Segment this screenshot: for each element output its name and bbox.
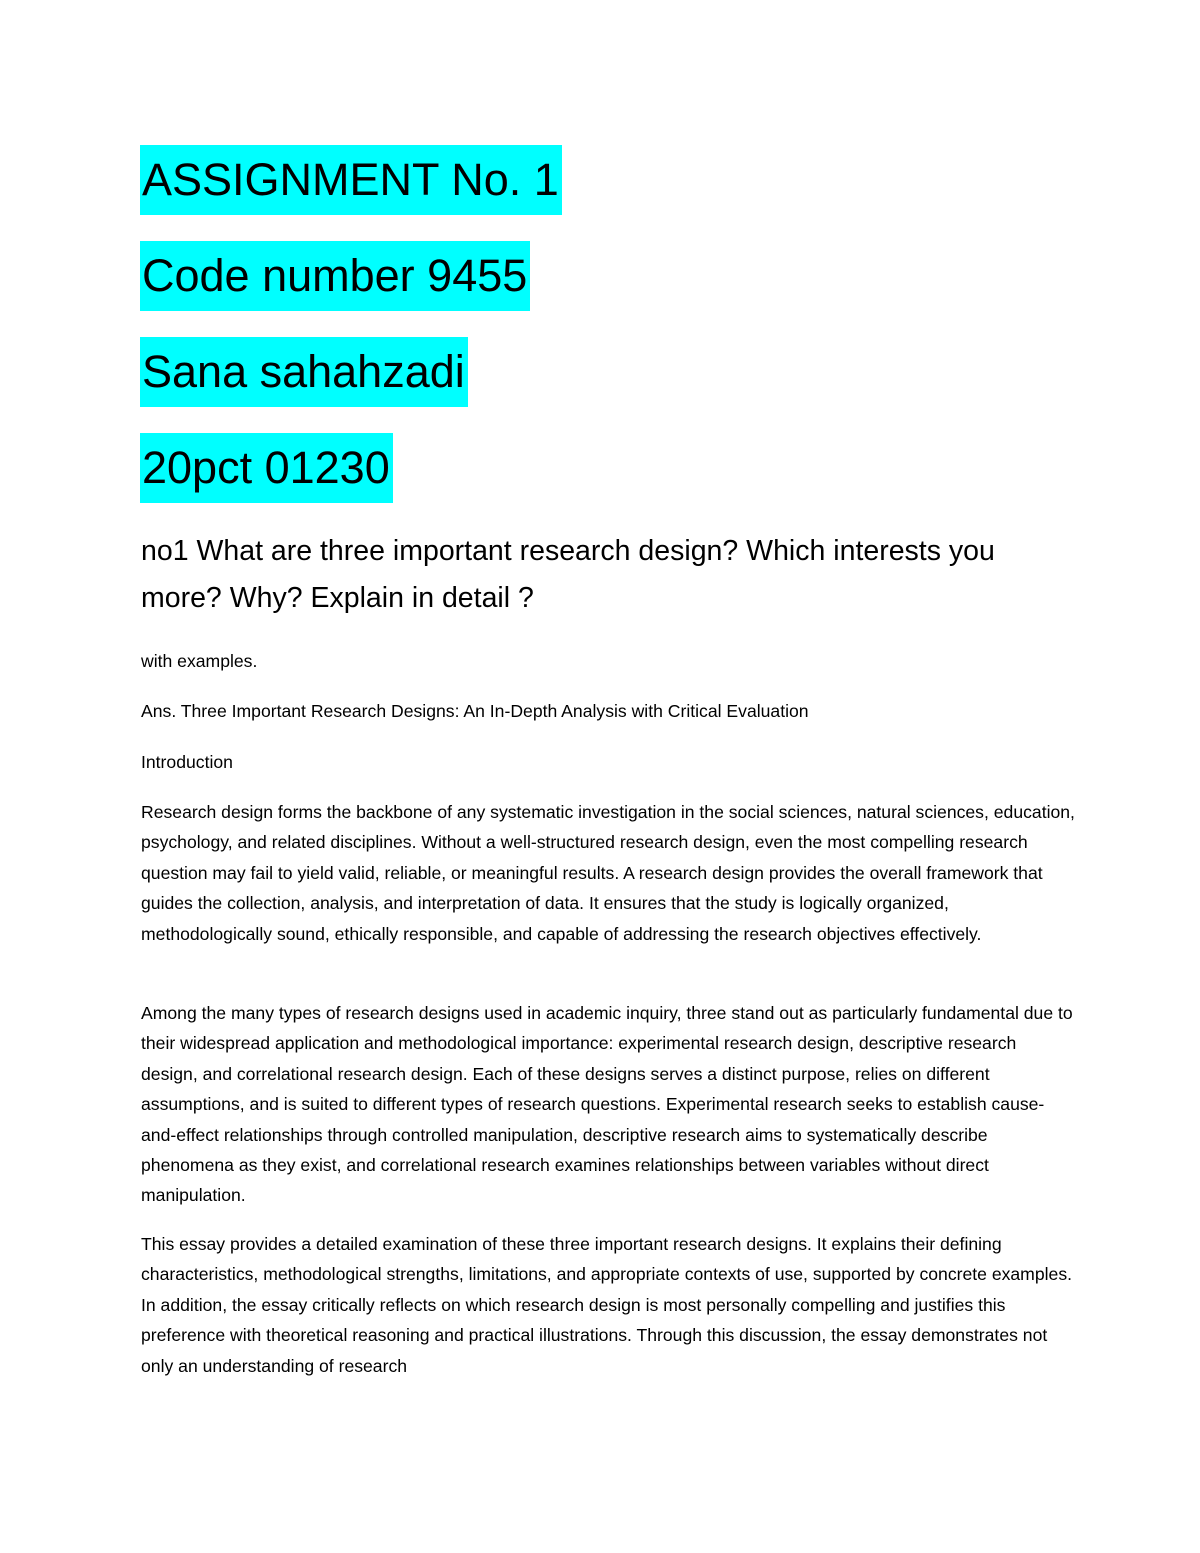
section-heading-introduction: Introduction (141, 752, 233, 772)
student-name-text: Sana sahahzadi (140, 337, 468, 407)
assignment-title-text: ASSIGNMENT No. 1 (140, 145, 562, 215)
question-subnote: with examples. (141, 651, 258, 671)
paragraph-1: Research design forms the backbone of any systematic investigation in the social sciences, natural sciences, education, psychology, and related disciplines. Without a well-structured research design, even the most compelling research question may fail to yield valid, reliable, or meaningful results. A research design provides the overall framework that guides the collection, analysis, and interpretation of data. It ensures that the study is logically organized, methodologically sound, ethically responsible, and capable of addressing the research objectives effectively. (141, 802, 1075, 944)
paragraph-2: Among the many types of research designs used in academic inquiry, three stand out as particularly fundamental due to their widespread application and methodological importance: experimental research design, descriptive research design, and correlational research design. Each of these designs serves a distinct purpose, relies on different assumptions, and is suited to different types of research questions. Experimental research seeks to establish cause-and-effect relationships through controlled manipulation, descriptive research aims to systematically describe phenomena as they exist, and correlational research examines relationships between variables without direct manipulation. (141, 1003, 1073, 1206)
question-heading: no1 What are three important research design? Which interests you more? Why? Explain in detail ? (141, 535, 995, 614)
code-number-text: Code number 9455 (140, 241, 530, 311)
code-number (140, 241, 530, 311)
answer-title: Ans. Three Important Research Designs: An In-Depth Analysis with Critical Evaluation (141, 701, 809, 721)
roll-number-text: 20pct 01230 (140, 433, 393, 503)
student-name (140, 337, 468, 407)
paragraph-3: This essay provides a detailed examination of these three important research designs. It explains their defining characteristics, methodological strengths, limitations, and appropriate contexts of use, supported by concrete examples. In addition, the essay critically reflects on which research design is most personally compelling and justifies this preference with theoretical reasoning and practical illustrations. Through this discussion, the essay demonstrates not only an understanding of research (141, 1234, 1072, 1376)
assignment-title (140, 145, 562, 215)
roll-number (140, 433, 393, 503)
